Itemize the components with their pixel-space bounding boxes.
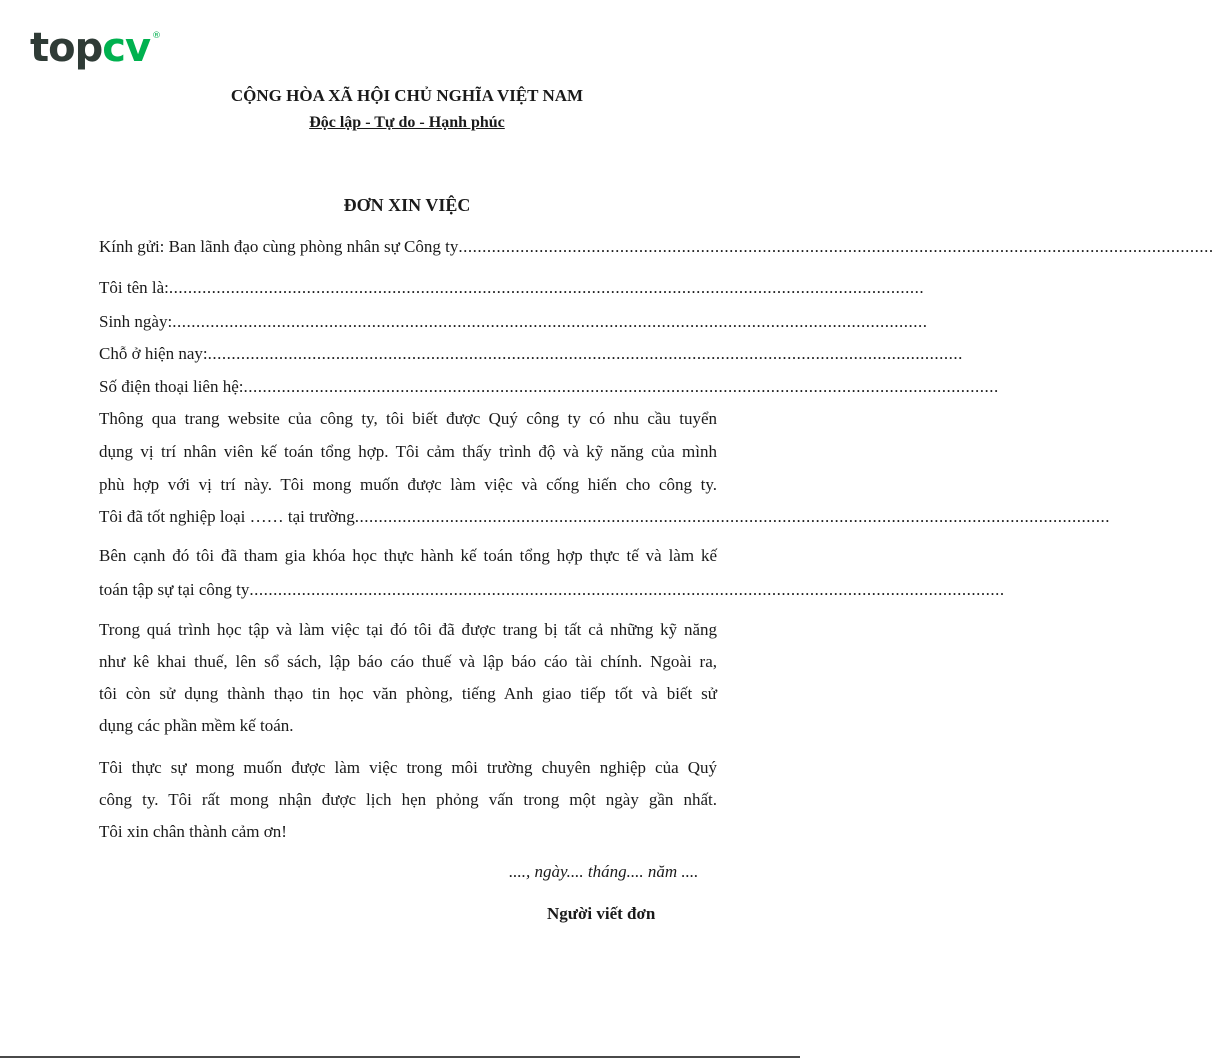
graduation-line — [99, 507, 1110, 527]
paragraph3-line4: dụng các phần mềm kế toán. — [99, 716, 294, 735]
phone-line — [99, 377, 999, 397]
dob-label: Sinh ngày: — [99, 312, 173, 331]
paragraph3-line2: như kê khai thuế, lên sổ sách, lập báo cáo thuế và lập báo cáo tài chính. Ngoài ra, — [99, 652, 717, 671]
paragraph4-line2: công ty. Tôi rất mong nhận được lịch hẹn phỏng vấn trong một ngày gần nhất. — [99, 790, 717, 809]
fill-dots: ............................................................................................................................................................... — [243, 377, 999, 396]
paragraph3-line3: tôi còn sử dụng thành thạo tin học văn phòng, tiếng Anh giao tiếp tốt và biết sử — [99, 684, 717, 703]
name-line — [99, 278, 925, 298]
dob-line — [99, 312, 928, 332]
fill-dots: ............................................................................................................................................................... — [354, 507, 1110, 526]
paragraph1-line2: dụng vị trí nhân viên kế toán tổng hợp. Tôi cảm thấy trình độ và kỹ năng của mình — [99, 442, 717, 461]
internship-line — [99, 580, 1005, 600]
fill-dots: ............................................................................................................................................................... — [249, 580, 1005, 599]
recipient-line — [99, 237, 1214, 257]
address-line — [99, 344, 963, 364]
address-label: Chỗ ở hiện nay: — [99, 344, 208, 363]
fill-dots: ............................................................................................................................................................... — [207, 344, 963, 363]
paragraph2-line1: Bên cạnh đó tôi đã tham gia khóa học thực hành kế toán tổng hợp thực tế và làm kế — [99, 546, 717, 565]
logo-text-top: top — [30, 25, 103, 71]
fill-dots: ............................................................................................................................................................... — [458, 237, 1214, 256]
topcv-logo — [30, 25, 161, 71]
fill-dots: ............................................................................................................................................................... — [168, 278, 925, 297]
paragraph4-line3: Tôi xin chân thành cảm ơn! — [99, 822, 287, 841]
signer-label: Người viết đơn — [547, 904, 656, 923]
name-label: Tôi tên là: — [99, 278, 169, 297]
graduation-label: Tôi đã tốt nghiệp loại …… tại trường — [99, 507, 355, 526]
internship-label: toán tập sự tại công ty — [99, 580, 250, 599]
logo-text-cv: cv — [102, 25, 151, 71]
paragraph1-line3: phù hợp với vị trí này. Tôi mong muốn được làm việc và cống hiến cho công ty. — [99, 475, 717, 494]
fill-dots: ............................................................................................................................................................... — [172, 312, 928, 331]
paragraph4-line1: Tôi thực sự mong muốn được làm việc trong môi trường chuyên nghiệp của Quý — [99, 758, 717, 777]
paragraph3-line1: Trong quá trình học tập và làm việc tại đó tôi đã được trang bị tất cả những kỹ năng — [99, 620, 717, 639]
national-title: CỘNG HÒA XÃ HỘI CHỦ NGHĨA VIỆT NAM — [230, 86, 584, 105]
document-title: ĐƠN XIN VIỆC — [343, 195, 471, 215]
date-line: ...., ngày.... tháng.... năm .... — [509, 862, 699, 881]
national-motto: Độc lập - Tự do - Hạnh phúc — [309, 114, 505, 131]
recipient-label: Kính gửi: Ban lãnh đạo cùng phòng nhân sự Công ty — [99, 237, 459, 256]
registered-mark: ® — [152, 31, 161, 41]
paragraph1-line1: Thông qua trang website của công ty, tôi biết được Quý công ty có nhu cầu tuyển — [99, 409, 717, 428]
phone-label: Số điện thoại liên hệ: — [99, 377, 244, 396]
